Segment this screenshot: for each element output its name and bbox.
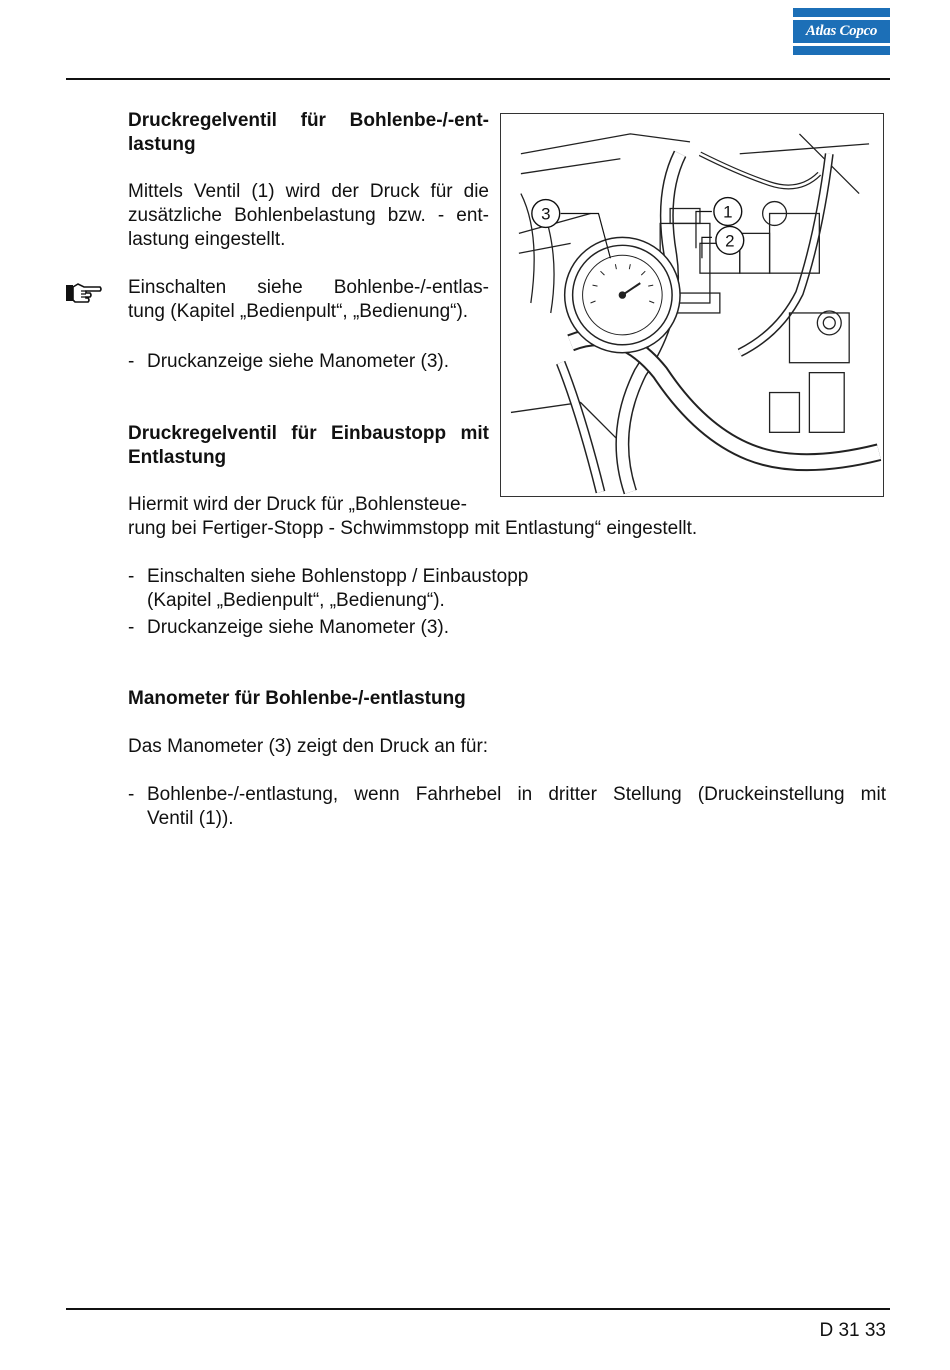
section2-heading-line2: Entlastung	[128, 447, 227, 468]
section2-heading-line1: Druckregelventil für Einbaustopp mit	[128, 423, 489, 444]
section1-bullet	[128, 350, 528, 374]
section1-para-line3: lastung eingestellt.	[128, 229, 286, 250]
section3-heading: Manometer für Bohlenbe-/-entlastung	[128, 688, 466, 709]
figure-valve-gauge	[500, 113, 884, 497]
section1-heading-line1: Druckregelventil für Bohlenbe-/-ent-	[128, 110, 489, 131]
section2-bullet1-line1: Einschalten siehe Bohlenstopp / Einbaustopp	[147, 566, 529, 587]
section2-bullet2-text: Druckanzeige siehe Manometer (3).	[147, 617, 450, 638]
bullet-dash: -	[128, 351, 135, 372]
bullet-dash: -	[128, 617, 135, 638]
section3-bullet1-line1: Bohlenbe-/-entlastung, wenn Fahrhebel in dritter Stellung (Druckeinstellung mit	[147, 784, 886, 805]
brand-logo	[793, 8, 890, 55]
brand-logo-text: Atlas Copco	[805, 23, 878, 39]
section1-para-line1: Mittels Ventil (1) wird der Druck für die	[128, 181, 489, 202]
section1-heading-line2: lastung	[128, 134, 196, 155]
section3-para: Das Manometer (3) zeigt den Druck an für:	[128, 736, 489, 757]
section2-bullet-2	[128, 616, 828, 640]
section1-note-line1: Einschalten siehe Bohlenbe-/-entlas-	[128, 277, 489, 298]
figure-illustration	[501, 114, 883, 496]
section2-para-line2: rung bei Fertiger-Stopp - Schwimmstopp mit Entlastung“ eingestellt.	[128, 518, 698, 539]
callout-3: 3	[541, 204, 551, 224]
section2-bullet-1	[128, 565, 828, 613]
footer-rule	[66, 1308, 890, 1310]
pointing-hand-icon	[64, 281, 102, 303]
section1-note-line2: tung (Kapitel „Bedienpult“, „Bedienung“).	[128, 301, 469, 322]
bullet-dash: -	[128, 784, 135, 805]
bullet-dash: -	[128, 566, 135, 587]
header-rule	[66, 78, 890, 80]
page-number: D 31 33	[819, 1320, 886, 1341]
callout-1: 1	[723, 202, 733, 222]
callout-2: 2	[725, 231, 735, 251]
section2-bullet1-line2: (Kapitel „Bedienpult“, „Bedienung“).	[147, 590, 445, 611]
section1-bullet-text: Druckanzeige siehe Manometer (3).	[147, 351, 450, 372]
section3-bullet1-line2: Ventil (1)).	[147, 808, 234, 829]
section3-bullet-1	[128, 783, 886, 831]
section2-para-line1: Hiermit wird der Druck für „Bohlensteue-	[128, 494, 467, 515]
section1-para-line2: zusätzliche Bohlenbelastung bzw. - ent-	[128, 205, 489, 226]
